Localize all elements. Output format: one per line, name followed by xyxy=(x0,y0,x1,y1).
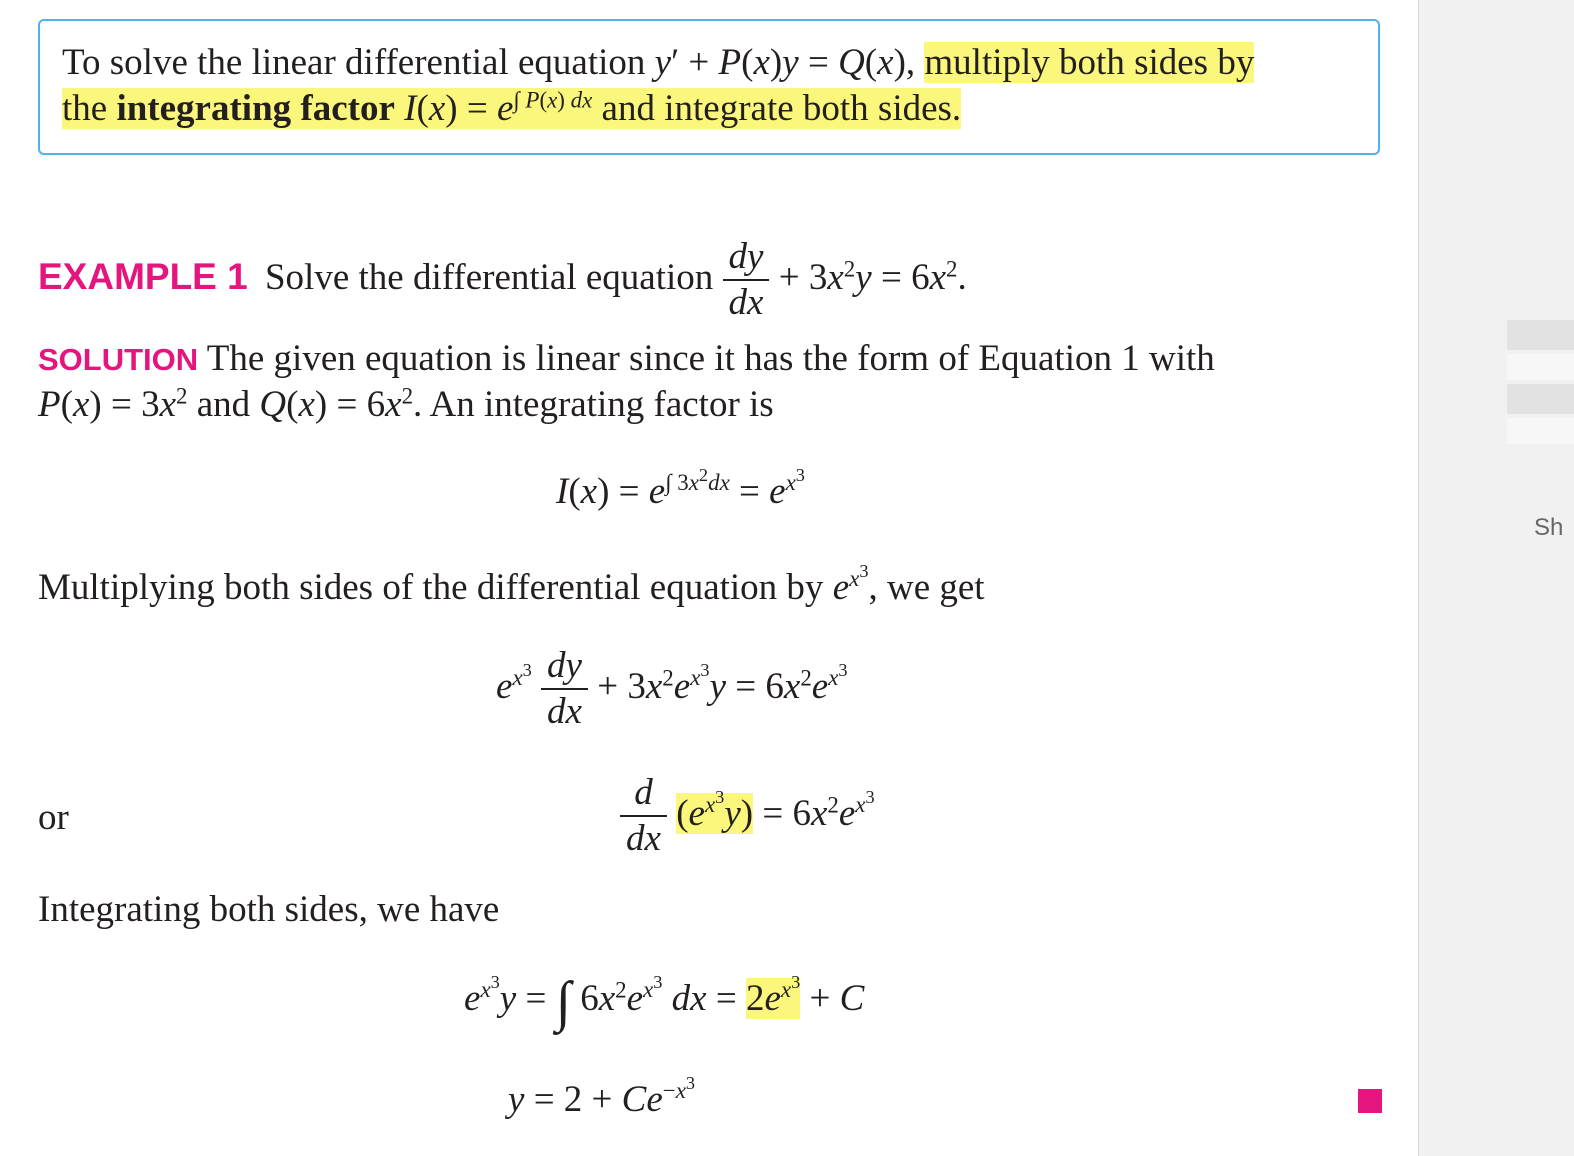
panel-bar-1[interactable] xyxy=(1507,320,1574,350)
side-panel xyxy=(1418,0,1574,1156)
equation-final: $y = 2 + Ce^{-x^3}$ xyxy=(508,1073,696,1120)
equation-derivative: $\frac{d}{dx}$ $(e^{x^3}y) = 6x^2e^{x^3}$ xyxy=(620,772,875,861)
example-line: EXAMPLE 1 Solve the differential equation $\frac{dy}{dx}$ + $3x^2y = 6x^2$. xyxy=(38,236,967,325)
equation-integrated: $e^{x^3}y$ = ∫ $6x^2e^{x^3}$ dx = $2e^{x^3} + C$ xyxy=(464,971,865,1033)
multiplying-line: Multiplying both sides of the differential equation by $e^{x^3}$, we get xyxy=(38,561,985,608)
solution-line-2: $P(x) = 3x^2$ and $Q(x) = 6x^2$. An integrating factor is xyxy=(38,383,774,425)
solution-label: SOLUTION xyxy=(38,342,199,377)
or-text: or xyxy=(38,797,69,838)
side-panel-label[interactable]: Sh xyxy=(1534,514,1564,541)
tip-line-1: To solve the linear differential equation y′ + P(x)y = Q(x), multiply both sides by xyxy=(62,42,1255,83)
example-prompt: Solve the differential equation xyxy=(264,256,714,298)
tip-highlight-multiply: multiply both sides by xyxy=(924,42,1255,83)
solution-line-1 xyxy=(38,336,1215,383)
equation-integrating-factor: $I(x) = e^{\int 3x^2dx} = e^{x^3}$ xyxy=(556,465,805,512)
panel-bar-4[interactable] xyxy=(1507,418,1574,444)
example-label: EXAMPLE 1 xyxy=(38,255,248,297)
integrating-text: Integrating both sides, we have xyxy=(38,889,500,930)
example-fraction: $\frac{dy}{dx}$ xyxy=(723,236,770,325)
solution-and: and xyxy=(196,384,251,425)
tip-and-integrate: and integrate both sides. xyxy=(601,88,962,129)
tip-term-integrating-factor: integrating factor xyxy=(116,88,395,129)
panel-bar-3[interactable] xyxy=(1507,384,1574,414)
end-of-example-square-icon xyxy=(1358,1089,1382,1113)
panel-bar-2[interactable] xyxy=(1507,354,1574,380)
tip-the: the xyxy=(62,88,108,129)
solution-text-2: . An integrating factor is xyxy=(413,384,774,425)
solution-text-1: The given equation is linear since it has the form of Equation 1 with xyxy=(206,338,1215,379)
tip-line-2: the integrating factor $I(x) = e^{\int P(x) dx}$ and integrate both sides. xyxy=(62,87,962,129)
equation-multiplied: $e^{x^3}$ $\frac{dy}{dx}$ + $3x^2e^{x^3}y = 6x^2e^{x^3}$ xyxy=(496,645,848,732)
we-get-text: , we get xyxy=(868,567,985,608)
tip-prefix: To solve the linear differential equation xyxy=(62,42,646,83)
multiplying-text: Multiplying both sides of the differential equation by xyxy=(38,567,824,608)
